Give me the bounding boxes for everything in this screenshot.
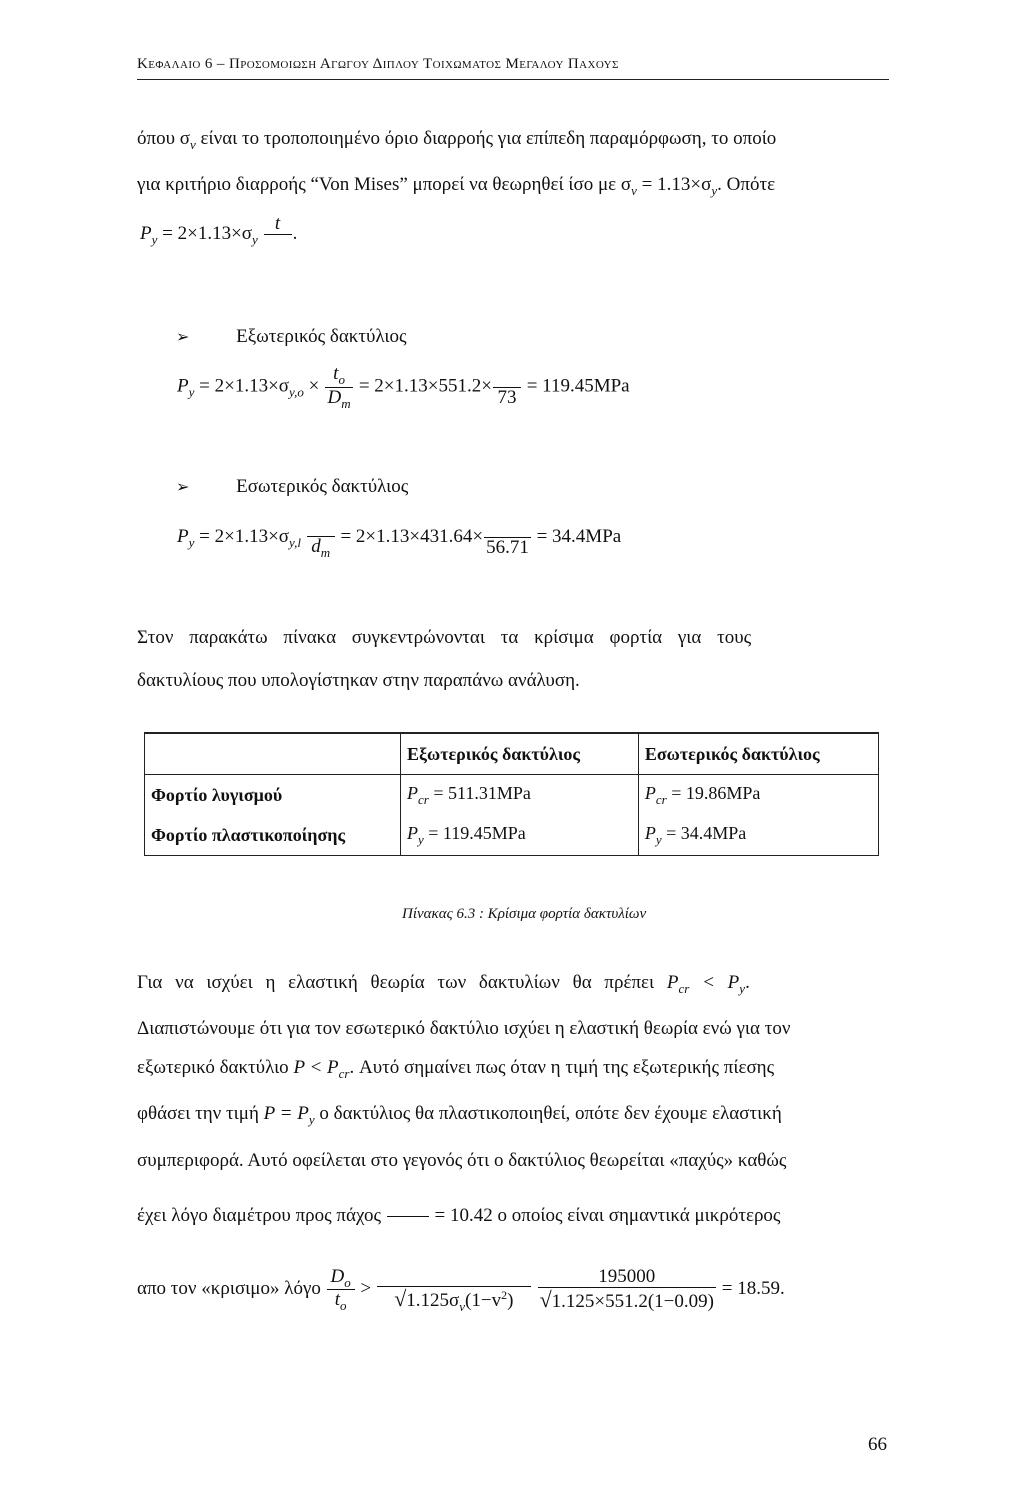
inner-ring-equation: $P_y = 2\times 1.13\times\sigma_{y,l}$ $d_m$ = 2×1.13×431.64× 56.71 = 34.4MPa bbox=[177, 516, 621, 560]
table-row bbox=[145, 815, 879, 856]
table-header-empty bbox=[145, 733, 401, 775]
conclusion-line-4: φθάσει την τιμή $P = P_y$ ο δακτύλιος θα πλαστικοποιηθεί, οπότε δεν έχουμε ελαστική bbox=[137, 1103, 782, 1127]
cell-inner-yield: $P_y = 34.4MPa$ bbox=[644, 822, 747, 847]
table-header-inner: Εσωτερικός δακτύλιος bbox=[638, 733, 878, 775]
cell-outer-yield: $P_y = 119.45MPa$ bbox=[401, 815, 639, 856]
table-intro-line-2: δακτυλίους που υπολογίστηκαν στην παραπάνω ανάλυση. bbox=[137, 670, 580, 691]
intro-equation: $P_y = 2\times 1.13\times\sigma_y$ t . bbox=[140, 213, 298, 247]
inner-ring-heading: ➢ Εσωτερικός δακτύλιος bbox=[176, 476, 409, 497]
row-label-yield: Φορτίο πλαστικοποίησης bbox=[145, 815, 401, 856]
table-row bbox=[145, 775, 879, 816]
outer-ring-equation: $P_y = 2\times 1.13\times\sigma_{y,o}$ × $\frac{t_o}{D_m}$ = 2×1.13×551.2× 73 = 119.45MPa bbox=[177, 363, 630, 411]
table-header-outer: Εξωτερικός δακτύλιος bbox=[401, 733, 639, 775]
cell-inner-buckling: $P_{cr} = 19.86MPa$ bbox=[644, 782, 761, 807]
running-header: Κεφαλαιο 6 – Προσομοιωση Αγωγου Διπλου Τοιχωματος Μεγαλου Παχους bbox=[137, 56, 619, 72]
table-header-row bbox=[145, 733, 879, 775]
intro-line-1: όπου $\sigma_v$ είναι το τροποποιημένο όριο διαρροής για επίπεδη παραμόρφωση, το οποίο bbox=[137, 128, 777, 152]
conclusion-line-3: εξωτερικό δακτύλιο $P < P_{cr}$. Αυτό σημαίνει πως όταν η τιμή της εξωτερικής πίεσης bbox=[137, 1057, 775, 1081]
cell-outer-buckling: $P_{cr} = 511.31MPa$ bbox=[401, 775, 639, 816]
table-caption: Πίνακας 6.3 : Κρίσιμα φορτία δακτυλίων bbox=[402, 906, 647, 922]
arrow-bullet-icon: ➢ bbox=[176, 329, 190, 346]
conclusion-line-6: έχει λόγο διαμέτρου προς πάχος = 10.42 ο οποίος είναι σημαντικά μικρότερος bbox=[137, 1196, 780, 1237]
outer-ring-heading: ➢ Εξωτερικός δακτύλιος bbox=[176, 326, 407, 347]
conclusion-line-7: απο τον «κρισιμο» λόγο $\frac{D_o}{t_o}$ > $√1.125\sigma_v(1-v^2)$ $\frac{195000}{√1.125\times 551.2(1-0.09)}$ = 18.59. bbox=[137, 1265, 785, 1314]
critical-loads-table bbox=[144, 732, 879, 856]
intro-line-2: για κριτήριο διαρροής “Von Mises” μπορεί να θεωρηθεί ίσο με $\sigma_v = 1.13\times\sigma_y$. Οπότε bbox=[137, 174, 776, 198]
conclusion-line-5: συμπεριφορά. Αυτό οφείλεται στο γεγονός ότι ο δακτύλιος θεωρείται «παχύς» καθώς bbox=[137, 1150, 787, 1171]
conclusion-line-1: Για να ισχύει η ελαστική θεωρία των δακτυλίων θα πρέπει $P_{cr} < P_y$. bbox=[137, 972, 750, 996]
header-rule bbox=[137, 79, 889, 80]
table-intro-line-1: Στον παρακάτω πίνακα συγκεντρώνονται τα κρίσιμα φορτία για τους bbox=[137, 627, 752, 648]
conclusion-line-2: Διαπιστώνουμε ότι για τον εσωτερικό δακτύλιο ισχύει η ελαστική θεωρία ενώ για τον bbox=[137, 1018, 791, 1039]
arrow-bullet-icon: ➢ bbox=[176, 479, 190, 496]
page-number: 66 bbox=[868, 1434, 887, 1455]
row-label-buckling: Φορτίο λυγισμού bbox=[145, 775, 401, 816]
